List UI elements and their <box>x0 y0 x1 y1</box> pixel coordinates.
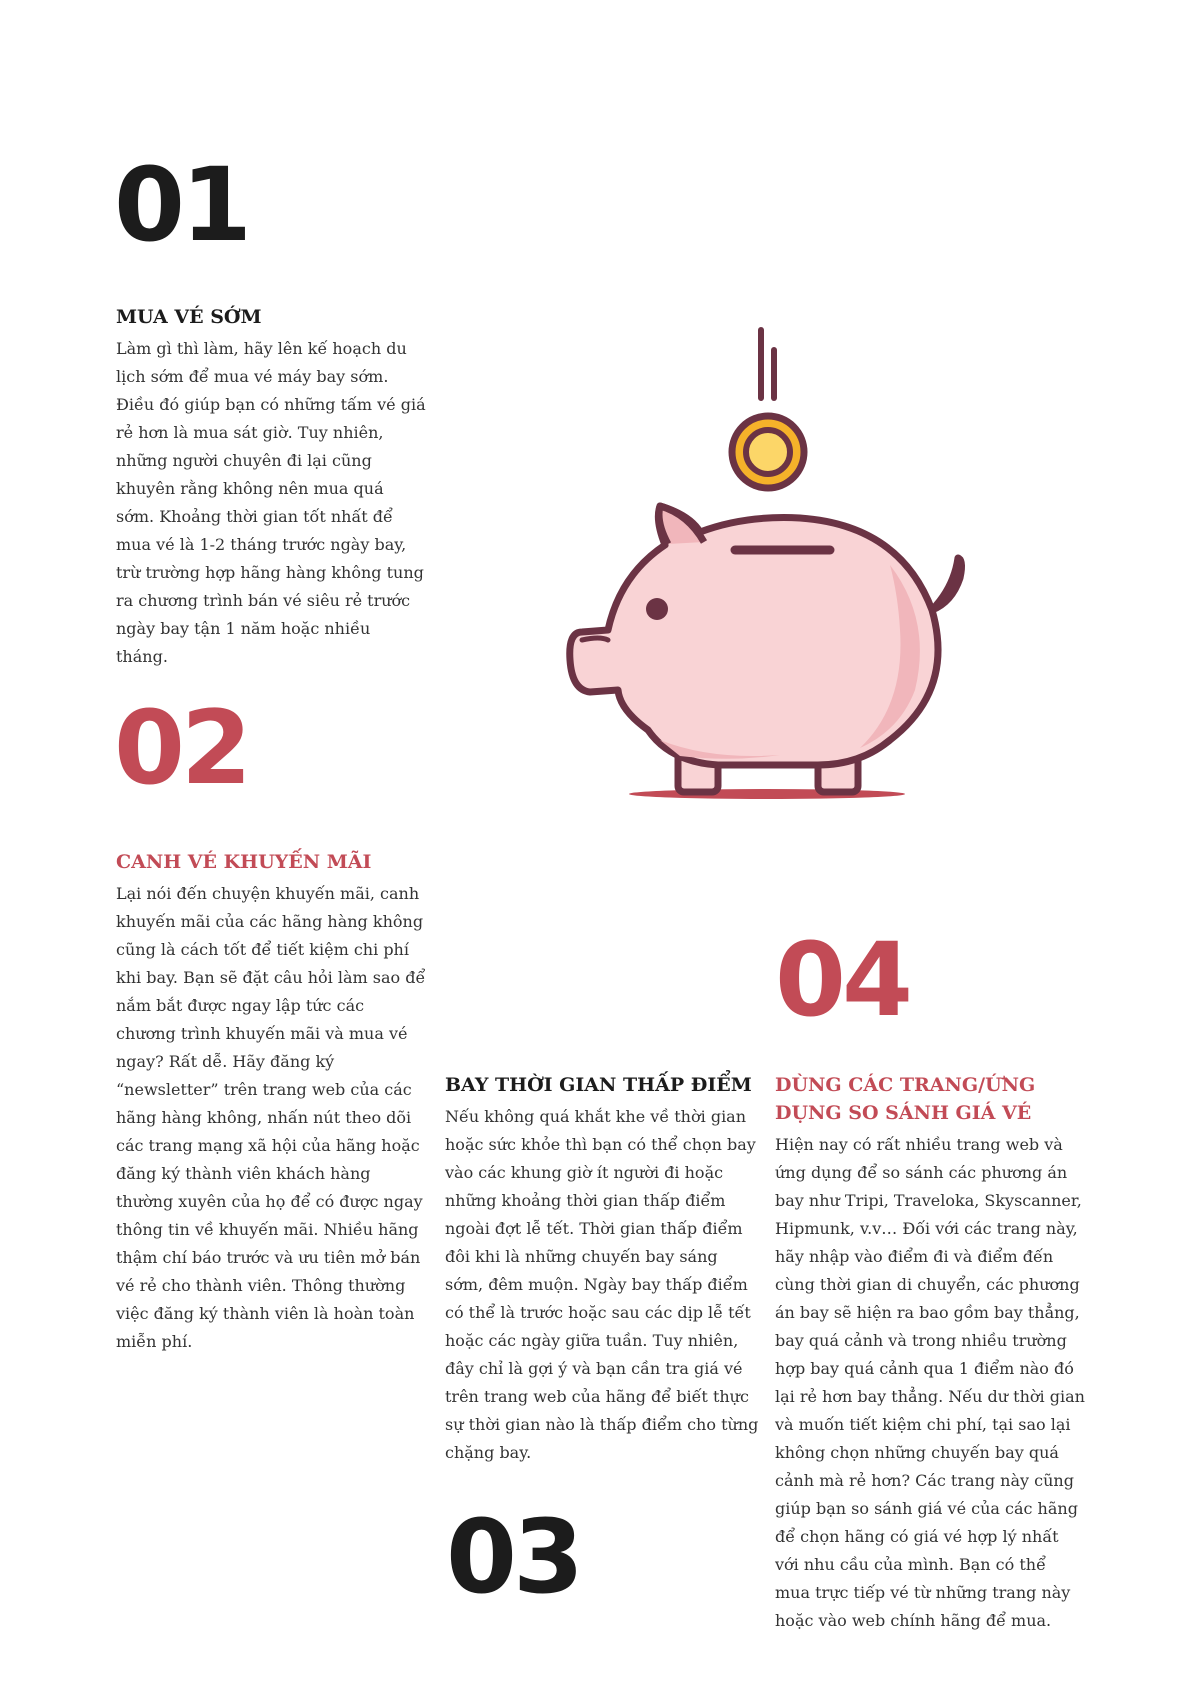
section-promotions <box>116 848 426 1356</box>
section-body: Làm gì thì làm, hãy lên kế hoạch du lịch sớm để mua vé máy bay sớm. Điều đó giúp bạn có những tấm vé giá rẻ hơn là mua sát giờ. Tuy nhiên, những người chuyên đi lại cũng khuyên rằng không nên mua quá sớm. Khoảng thời gian tốt nhất để mua vé là 1-2 tháng trước ngày bay, trừ trường hợp hãng hàng không tung ra chương trình bán vé siêu rẻ trước ngày bay tận 1 năm hoặc nhiều tháng. <box>116 339 426 666</box>
section-title: CANH VÉ KHUYẾN MÃI <box>116 851 372 873</box>
coin-icon <box>732 416 804 488</box>
section-compare-sites <box>775 1071 1085 1635</box>
section-title: BAY THỜI GIAN THẤP ĐIỂM <box>445 1074 752 1096</box>
section-number-02: 02 <box>114 689 248 808</box>
section-title: MUA VÉ SỚM <box>116 306 262 328</box>
section-number-01: 01 <box>114 146 248 265</box>
section-off-peak <box>445 1071 760 1467</box>
section-number-03: 03 <box>446 1498 580 1617</box>
section-number-04: 04 <box>775 921 909 1040</box>
section-body: Lại nói đến chuyện khuyến mãi, canh khuyến mãi của các hãng hàng không cũng là cách tốt để tiết kiệm chi phí khi bay. Bạn sẽ đặt câu hỏi làm sao để nắm bắt được ngay lập tức các chương trình khuyến mãi và mua vé ngay? Rất dễ. Hãy đăng ký “newsletter” trên trang web của các hãng hàng không, nhấn nút theo dõi các trang mạng xã hội của hãng hoặc đăng ký thành viên khách hàng thường xuyên của họ để có được ngay thông tin về khuyến mãi. Nhiều hãng thậm chí báo trước và ưu tiên mở bán vé rẻ cho thành viên. Thông thường việc đăng ký thành viên là hoàn toàn miễn phí. <box>116 884 426 1351</box>
piggy-bank-icon <box>560 310 980 810</box>
section-body: Nếu không quá khắt khe về thời gian hoặc sức khỏe thì bạn có thể chọn bay vào các khung giờ ít người đi hoặc những khoảng thời gian thấp điểm ngoài đợt lễ tết. Thời gian thấp điểm đôi khi là những chuyến bay sáng sớm, đêm muộn. Ngày bay thấp điểm có thể là trước hoặc sau các dịp lễ tết hoặc các ngày giữa tuần. Tuy nhiên, đây chỉ là gợi ý và bạn cần tra giá vé trên trang web của hãng để biết thực sự thời gian nào là thấp điểm cho từng chặng bay. <box>445 1107 759 1462</box>
section-body: Hiện nay có rất nhiều trang web và ứng dụng để so sánh các phương án bay như Tripi, Traveloka, Skyscanner, Hipmunk, v.v… Đối với các trang này, hãy nhập vào điểm đi và điểm đến cùng thời gian di chuyển, các phương án bay sẽ hiện ra bao gồm bay thẳng, bay quá cảnh và trong nhiều trường hợp bay quá cảnh qua 1 điểm nào đó lại rẻ hơn bay thẳng. Nếu dư thời gian và muốn tiết kiệm chi phí, tại sao lại không chọn những chuyến bay quá cảnh mà rẻ hơn? Các trang này cũng giúp bạn so sánh giá vé của các hãng để chọn hãng có giá vé hợp lý nhất với nhu cầu của mình. Bạn có thể mua trực tiếp vé từ những trang này hoặc vào web chính hãng để mua. <box>775 1135 1085 1630</box>
section-title: DÙNG CÁC TRANG/ỨNG DỤNG SO SÁNH GIÁ VÉ <box>775 1074 1036 1124</box>
section-buy-early <box>116 303 426 671</box>
